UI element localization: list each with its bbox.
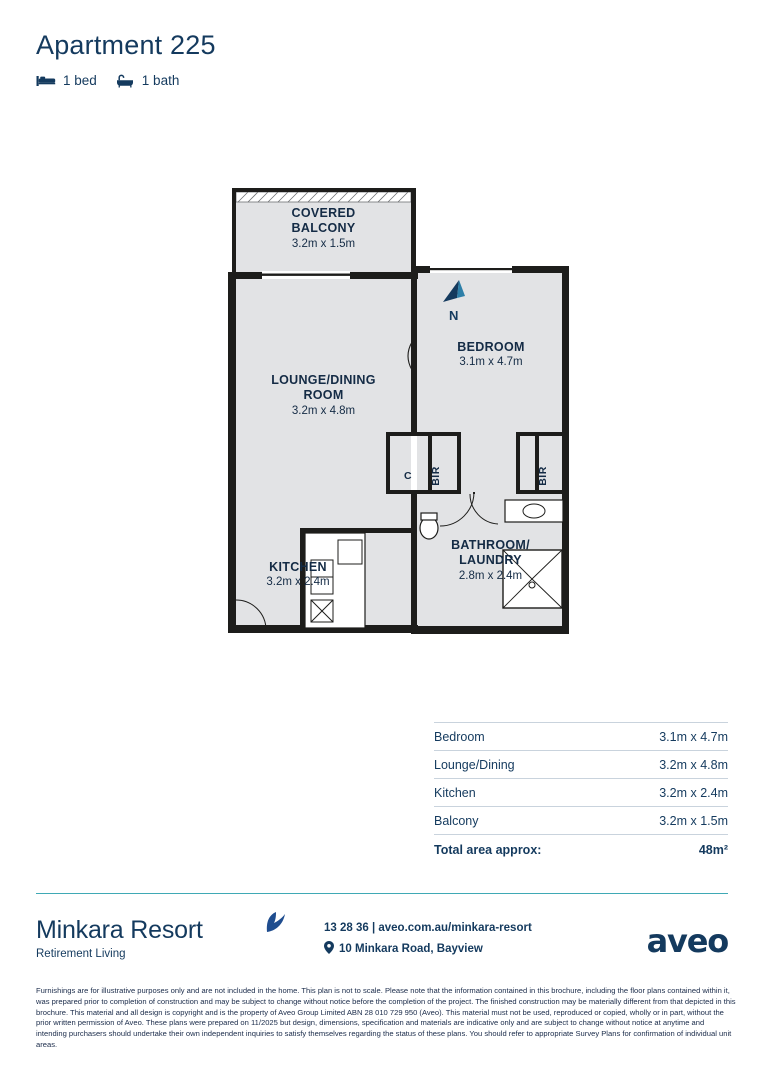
contact-block — [324, 922, 624, 957]
label-built-in-robe-2: BIR — [536, 466, 549, 486]
label-cupboard: C — [404, 470, 412, 482]
brand-block — [36, 916, 336, 960]
table-row — [434, 722, 728, 751]
contact-address: 10 Minkara Road, Bayview — [339, 943, 483, 955]
floorplan — [0, 130, 764, 690]
label-built-in-robe-1: BIR — [429, 466, 442, 486]
disclaimer-text: Furnishings are for illustrative purposes only and are not included in the home. This plan is not to scale. Please note that the information contained in this brochure, including the floor plans contained within it, was prepared prior to completion of construction and may be subject to change without notice before the completion of the project. The finished construction may be materially different from that depicted in this brochure. This material and all design is copyright and is the property of Aveo Group Limited ABN 28 010 729 950 (Aveo). This material must not be used, reproduced or copied, wholly or in part, without the prior written permission of Aveo. These plans were prepared on 11/2025 but design, dimensions, specification and materials are indicative only and are subject to change without notice at anytime and intending purchasers should undertake their own independent inquiries to satisfy themselves regarding the status of these plans. You should refer to appropriate Survey Plans for confirmation of individual unit areas. — [36, 986, 736, 1049]
area-schedule-table — [434, 722, 728, 864]
page-footer — [36, 908, 728, 984]
aveo-logo: aveo — [646, 922, 728, 960]
brand-tagline: Retirement Living — [36, 948, 126, 960]
table-row-total — [434, 835, 728, 864]
area-row-value: 3.1m x 4.7m — [659, 729, 728, 744]
contact-address-row — [324, 941, 624, 957]
spec-bath-label: 1 bath — [141, 73, 180, 88]
area-row-value: 3.2m x 1.5m — [659, 813, 728, 828]
area-row-label: Lounge/Dining — [434, 757, 515, 772]
brand-name: Minkara Resort — [36, 916, 203, 944]
compass-label: N — [449, 308, 459, 323]
bath-icon — [115, 74, 135, 88]
total-area-label: Total area approx: — [434, 843, 542, 857]
spec-bed — [36, 73, 97, 88]
table-row — [434, 807, 728, 835]
table-row — [434, 779, 728, 807]
area-row-value: 3.2m x 4.8m — [659, 757, 728, 772]
footer-divider — [36, 893, 728, 894]
leaf-icon — [263, 910, 289, 941]
area-row-value: 3.2m x 2.4m — [659, 785, 728, 800]
total-area-value: 48m² — [698, 843, 728, 857]
room-label-kitchen: KITCHEN 3.2m x 2.4m — [266, 560, 330, 589]
room-label-lounge-dining: LOUNGE/DINING ROOM 3.2m x 4.8m — [271, 373, 376, 417]
room-label-covered-balcony: COVERED BALCONY 3.2m x 1.5m — [291, 206, 356, 250]
floorplan-drawing — [0, 130, 764, 690]
room-label-bedroom: BEDROOM 3.1m x 4.7m — [457, 340, 525, 369]
apartment-specs — [36, 73, 736, 88]
area-row-label: Kitchen — [434, 785, 476, 800]
location-pin-icon — [324, 941, 334, 957]
spec-bath — [115, 73, 180, 88]
room-label-bathroom-laundry: BATHROOM/ LAUNDRY 2.8m x 2.4m — [451, 538, 530, 582]
spec-bed-label: 1 bed — [63, 73, 97, 88]
contact-phone-web[interactable]: 13 28 36 | aveo.com.au/minkara-resort — [324, 922, 532, 934]
compass-icon — [437, 278, 473, 314]
area-row-label: Bedroom — [434, 729, 485, 744]
table-row — [434, 751, 728, 779]
page-header — [36, 30, 736, 88]
area-row-label: Balcony — [434, 813, 479, 828]
bed-icon — [36, 74, 56, 88]
page-title: Apartment 225 — [36, 30, 216, 60]
